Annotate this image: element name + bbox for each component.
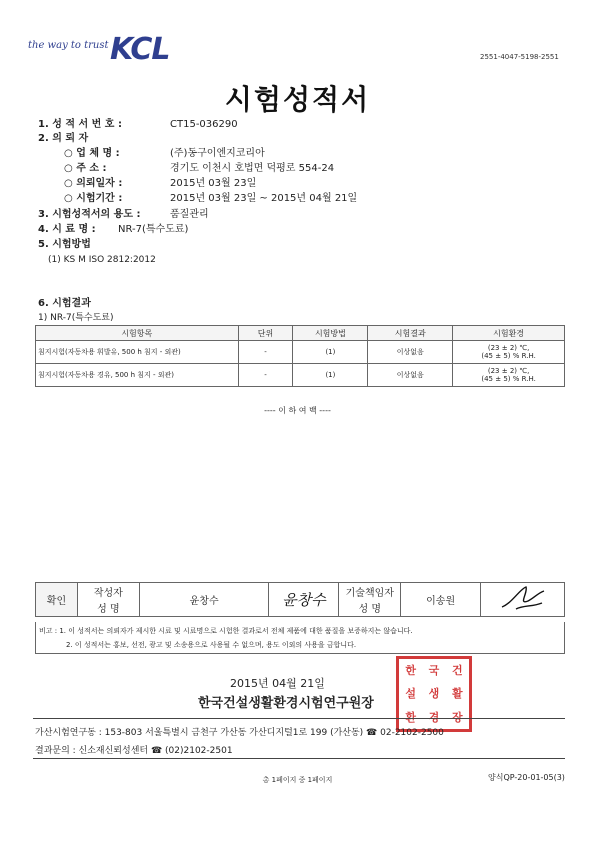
tech-role: 기술책임자 [339,583,401,600]
field-request-date [64,177,257,191]
field-sample-name [38,223,189,237]
field-value: NR-7(특수도료) [118,224,189,235]
kcl-logo: KCL [110,32,170,67]
page-count: 총 1페이지 중 1페이지 [262,776,333,784]
column-header: 시험방법 [293,326,368,341]
field-address [64,162,335,176]
results-table [35,325,565,387]
field-label: ○ 업 체 명 : [64,148,120,159]
table-header-row [36,326,565,341]
field-purpose [38,208,209,222]
signature-scribble-icon [498,583,548,613]
column-header: 시험결과 [368,326,453,341]
field-results-heading: 6. 시험결과 [38,298,91,309]
footer-divider [33,758,565,759]
document-number: 2551-4047-5198-2551 [480,53,559,61]
table-row [36,341,565,364]
writer-signature: 윤창수 [269,583,339,617]
field-method-value: (1) KS M ISO 2812:2012 [48,255,156,265]
writer-name: 윤창수 [139,583,269,617]
field-label: ○ 의뢰일자 : [64,178,123,189]
end-of-content-note: ---- 이 하 여 백 ---- [264,406,331,415]
signature-table [35,582,565,617]
field-value: 2015년 03월 23일 ~ 2015년 04월 21일 [170,193,358,204]
cell-environment [453,341,565,364]
field-value: 품질관리 [170,209,209,220]
field-value: CT15-036290 [170,119,238,130]
cell-method: (1) [293,364,368,387]
column-header: 시험항목 [36,326,239,341]
page-title: 시험성적서 [224,83,371,116]
cell-item: 침지시험(자동차용 경유, 500 h 침지 - 외관) [36,364,239,387]
cell-result: 이상없음 [368,341,453,364]
env-humidity: (45 ± 5) % R.H. [481,352,536,360]
table-row [36,364,565,387]
field-label: 1. 성 적 서 번 호 : [38,119,122,130]
cell-environment [453,364,565,387]
remark-2: 2. 이 성적서는 홍보, 선전, 광고 및 소송용으로 사용될 수 없으며, 용도 이외의 사용을 금합니다. [66,641,357,649]
writer-role: 작성자 [77,583,139,600]
field-label: ○ 주 소 : [64,163,107,174]
institute-name: 한국건설생활환경시험연구원장 [198,696,374,711]
cell-item: 침지시험(자동차용 휘발유, 500 h 침지 - 외관) [36,341,239,364]
field-results-sample: 1) NR-7(특수도료) [38,313,114,323]
cell-unit: - [238,341,293,364]
cell-result: 이상없음 [368,364,453,387]
writer-name-label: 성 명 [77,600,139,617]
field-method-heading: 5. 시험방법 [38,239,91,250]
field-test-period [64,192,358,206]
tech-name-label: 성 명 [339,600,401,617]
field-client-heading: 2. 의 뢰 자 [38,133,89,144]
cell-method: (1) [293,341,368,364]
env-temperature: (23 ± 2) ℃, [487,344,530,352]
field-company [64,147,265,161]
remark-1: 비고 : 1. 이 성적서는 의뢰자가 제시한 시료 및 시료명으로 시험한 결과로서 전체 제품에 대한 품질을 보증하지는 않습니다. [39,627,413,635]
official-seal-icon: 한 국 건 설 생 활 환 경 장 [396,656,472,732]
field-value: 2015년 03월 23일 [170,178,257,189]
cell-unit: - [238,364,293,387]
column-header: 시험환경 [453,326,565,341]
form-number: 양식QP-20-01-05(3) [488,773,565,782]
remarks-box [35,622,565,654]
field-report-number [38,118,238,132]
env-temperature: (23 ± 2) ℃, [487,367,530,375]
confirm-label: 확인 [36,583,78,617]
field-value: 경기도 이천시 호법면 덕평로 554-24 [170,163,335,174]
field-value: (주)동구이엔지코리아 [170,148,265,159]
tech-name: 이송원 [401,583,481,617]
field-label: ○ 시험기간 : [64,193,123,204]
field-label: 4. 시 료 명 : [38,224,96,235]
column-header: 단위 [238,326,293,341]
field-label: 3. 시험성적서의 용도 : [38,209,141,220]
env-humidity: (45 ± 5) % R.H. [481,375,536,383]
issue-date: 2015년 04월 21일 [230,677,325,690]
footer-divider [33,718,565,719]
address-line: 가산시험연구동 : 153-803 서울특별시 금천구 가산동 가산디지털1로 199 (가산동) ☎ 02-2102-2500 [35,728,444,738]
logo-tagline: the way to trust [28,40,109,51]
tech-signature [481,583,565,617]
inquiry-line: 결과문의 : 신소재신뢰성센터 ☎ (02)2102-2501 [35,746,233,756]
